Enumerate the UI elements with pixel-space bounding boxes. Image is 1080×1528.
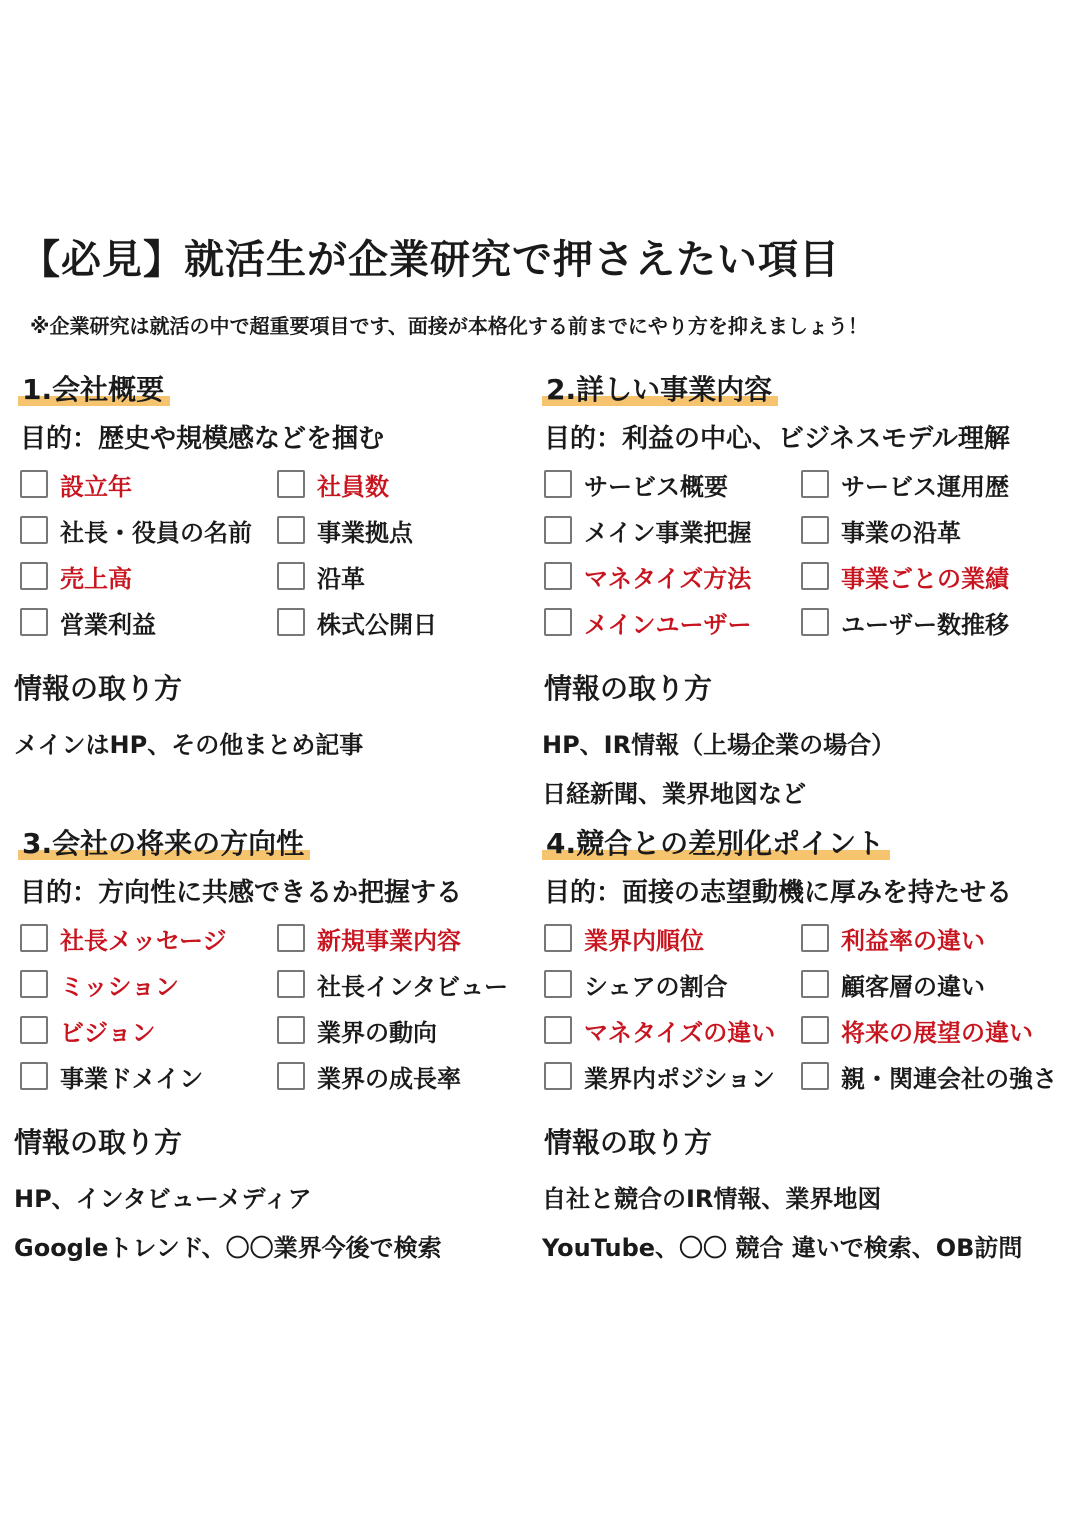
info-heading: 情報の取り方 <box>544 672 713 705</box>
checkbox[interactable] <box>277 470 305 498</box>
checklist-item[interactable] <box>20 967 277 1001</box>
info-line: メインはHP、その他まとめ記事 <box>14 731 364 759</box>
checkbox[interactable] <box>20 516 48 544</box>
checklist-item-label: 業界の成長率 <box>317 1064 461 1093</box>
checklist-item-label: 業界の動向 <box>317 1018 437 1047</box>
checklist-item[interactable] <box>544 1059 801 1093</box>
checklist-item-label: 事業ドメイン <box>60 1064 204 1093</box>
checklist-item-label: 社長メッセージ <box>60 926 227 955</box>
checkbox[interactable] <box>801 924 829 952</box>
checklist-item-label: 将来の展望の違い <box>841 1018 1033 1047</box>
checklist-item-label: 顧客層の違い <box>841 972 985 1001</box>
section-purpose: 目的：方向性に共感できるか把握する <box>20 878 463 908</box>
checklist-item[interactable] <box>277 1013 534 1047</box>
checklist-item-label: サービス運用歴 <box>841 472 1009 501</box>
checkbox[interactable] <box>801 562 829 590</box>
checklist-item[interactable] <box>20 513 277 547</box>
checklist-item-label: メイン事業把握 <box>584 518 752 547</box>
checklist-item[interactable] <box>20 559 277 593</box>
page-title: 【必見】就活生が企業研究で押さえたい項目 <box>20 237 840 283</box>
section-business-details <box>538 368 1058 809</box>
section-purpose: 目的：歴史や規模感などを掴む <box>20 424 385 454</box>
checklist <box>20 921 534 1093</box>
checklist-item[interactable] <box>801 559 1058 593</box>
section-heading: 3.会社の将来の方向性 <box>20 822 306 862</box>
checklist-item[interactable] <box>801 1013 1058 1047</box>
checklist-item[interactable] <box>277 513 534 547</box>
section-heading: 4.競合との差別化ポイント <box>544 822 886 862</box>
info-heading: 情報の取り方 <box>14 1126 183 1159</box>
checklist-item[interactable] <box>801 921 1058 955</box>
info-heading: 情報の取り方 <box>544 1126 713 1159</box>
checklist-item-label: 社長インタビュー <box>317 972 509 1001</box>
info-line: YouTube、〇〇 競合 違いで検索、OB訪問 <box>542 1234 1023 1262</box>
info-line: HP、インタビューメディア <box>14 1185 312 1213</box>
checkbox[interactable] <box>277 1062 305 1090</box>
checklist-item[interactable] <box>801 967 1058 1001</box>
section-heading: 1.会社概要 <box>20 368 166 408</box>
checklist-item-label: 株式公開日 <box>317 610 437 639</box>
checklist-item-label: 社長・役員の名前 <box>60 518 252 547</box>
checkbox[interactable] <box>544 562 572 590</box>
checklist-item[interactable] <box>277 1059 534 1093</box>
checklist-item[interactable] <box>20 921 277 955</box>
checklist-item[interactable] <box>544 1013 801 1047</box>
info-line: 自社と競合のIR情報、業界地図 <box>542 1185 882 1213</box>
checklist-item[interactable] <box>277 559 534 593</box>
checklist-item[interactable] <box>20 605 277 639</box>
checkbox[interactable] <box>277 608 305 636</box>
checkbox[interactable] <box>544 924 572 952</box>
checklist-item-label: 設立年 <box>60 472 132 501</box>
checkbox[interactable] <box>277 516 305 544</box>
checklist-item[interactable] <box>544 967 801 1001</box>
checklist-item[interactable] <box>544 513 801 547</box>
checklist-item-label: 利益率の違い <box>841 926 985 955</box>
checkbox[interactable] <box>801 516 829 544</box>
checklist-item-label: 新規事業内容 <box>317 926 461 955</box>
checkbox[interactable] <box>20 470 48 498</box>
checkbox[interactable] <box>20 608 48 636</box>
section-purpose: 目的：利益の中心、ビジネスモデル理解 <box>544 424 1010 454</box>
checkbox[interactable] <box>20 924 48 952</box>
section-competitive-differentiation <box>538 822 1058 1263</box>
checkbox[interactable] <box>801 608 829 636</box>
info-line: Googleトレンド、〇〇業界今後で検索 <box>14 1234 442 1262</box>
checkbox[interactable] <box>544 470 572 498</box>
checkbox[interactable] <box>20 562 48 590</box>
checkbox[interactable] <box>544 608 572 636</box>
checklist-item-label: 社員数 <box>317 472 389 501</box>
checklist-item[interactable] <box>277 605 534 639</box>
checklist <box>544 467 1058 639</box>
checklist-item-label: ビジョン <box>60 1018 156 1047</box>
checklist <box>20 467 534 639</box>
info-line: 日経新聞、業界地図など <box>542 780 806 808</box>
checklist-item-label: 沿革 <box>317 564 365 593</box>
checklist <box>544 921 1058 1093</box>
checklist-item[interactable] <box>277 921 534 955</box>
section-purpose: 目的：面接の志望動機に厚みを持たせる <box>544 878 1013 908</box>
checklist-item[interactable] <box>277 967 534 1001</box>
checkbox[interactable] <box>277 924 305 952</box>
checklist-item[interactable] <box>801 467 1058 501</box>
checkbox[interactable] <box>544 516 572 544</box>
checkbox[interactable] <box>544 1062 572 1090</box>
checkbox[interactable] <box>544 970 572 998</box>
checklist-item-label: 業界内順位 <box>584 926 704 955</box>
checklist-item-label: 事業拠点 <box>317 518 413 547</box>
checklist-item-label: メインユーザー <box>584 610 752 639</box>
section-future-direction <box>14 822 534 1263</box>
checklist-item-label: 営業利益 <box>60 610 156 639</box>
section-heading: 2.詳しい事業内容 <box>544 368 774 408</box>
checkbox[interactable] <box>20 970 48 998</box>
checkbox[interactable] <box>277 562 305 590</box>
checklist-item-label: 業界内ポジション <box>584 1064 775 1093</box>
checklist-item-label: 事業ごとの業績 <box>841 564 1009 593</box>
checkbox[interactable] <box>20 1062 48 1090</box>
checklist-item[interactable] <box>544 605 801 639</box>
intro-note: ※企業研究は就活の中で超重要項目です、面接が本格化する前までにやり方を抑えましょう！ <box>30 314 868 338</box>
section-company-overview <box>14 368 534 760</box>
checklist-item-label: 売上高 <box>60 564 132 593</box>
checkbox[interactable] <box>20 1016 48 1044</box>
checkbox[interactable] <box>801 970 829 998</box>
checklist-item[interactable] <box>20 1059 277 1093</box>
checklist-item[interactable] <box>20 467 277 501</box>
checklist-item[interactable] <box>20 1013 277 1047</box>
checklist-item-label: ユーザー数推移 <box>841 610 1009 639</box>
checklist-item-label: サービス概要 <box>584 472 728 501</box>
checklist-item-label: マネタイズ方法 <box>584 564 752 593</box>
checkbox[interactable] <box>801 1016 829 1044</box>
checklist-item[interactable] <box>801 605 1058 639</box>
checkbox[interactable] <box>544 1016 572 1044</box>
checklist-item-label: シェアの割合 <box>584 972 728 1001</box>
info-line: HP、IR情報（上場企業の場合） <box>542 731 896 759</box>
checklist-item[interactable] <box>801 513 1058 547</box>
checkbox[interactable] <box>801 1062 829 1090</box>
checklist-item-label: 事業の沿革 <box>841 518 961 547</box>
checkbox[interactable] <box>801 470 829 498</box>
checklist-item-label: マネタイズの違い <box>584 1018 776 1047</box>
checklist-item[interactable] <box>544 921 801 955</box>
checkbox[interactable] <box>277 1016 305 1044</box>
info-heading: 情報の取り方 <box>14 672 183 705</box>
checklist-item[interactable] <box>544 559 801 593</box>
checklist-item-label: ミッション <box>60 972 180 1001</box>
checkbox[interactable] <box>277 970 305 998</box>
checklist-item[interactable] <box>277 467 534 501</box>
checklist-item[interactable] <box>544 467 801 501</box>
checklist-item-label: 親・関連会社の強さ <box>841 1064 1057 1093</box>
checklist-item[interactable] <box>801 1059 1058 1093</box>
